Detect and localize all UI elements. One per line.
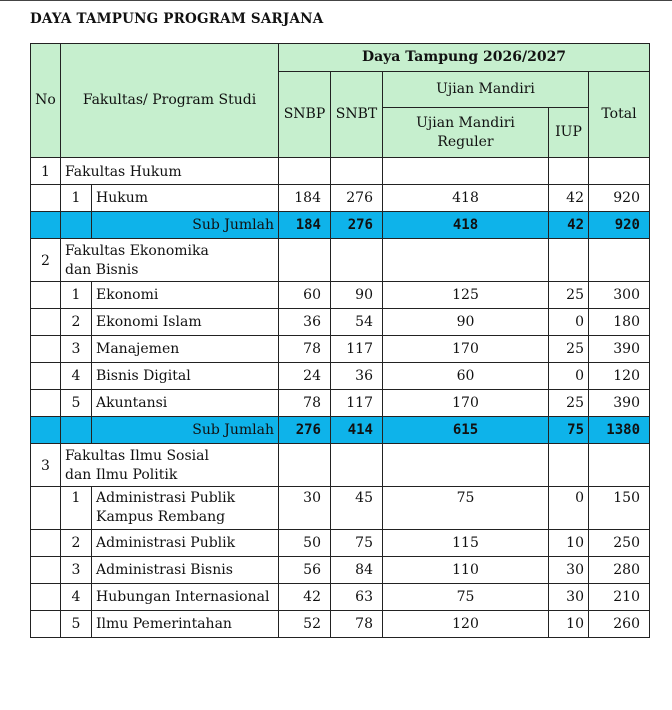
empty-cell [589, 158, 650, 185]
value-iup: 10 [549, 611, 589, 638]
value-umr: 170 [383, 336, 549, 363]
capacity-table [30, 43, 650, 638]
value-iup: 0 [549, 363, 589, 390]
program-no: 1 [61, 185, 92, 212]
subtotal-umr: 615 [383, 417, 549, 444]
value-snbt: 90 [331, 282, 383, 309]
value-umr: 75 [383, 584, 549, 611]
program-row [31, 611, 650, 638]
program-no: 5 [61, 611, 92, 638]
program-row [31, 584, 650, 611]
program-row [31, 363, 650, 390]
value-snbt: 75 [331, 530, 383, 557]
empty-cell [31, 282, 61, 309]
value-snbp: 78 [279, 390, 331, 417]
empty-cell [31, 417, 61, 444]
value-snbt: 117 [331, 390, 383, 417]
header-um-reguler: Ujian Mandiri Reguler [383, 108, 549, 158]
empty-cell [31, 212, 61, 239]
value-umr: 125 [383, 282, 549, 309]
value-snbt: 63 [331, 584, 383, 611]
header-iup: IUP [549, 108, 589, 158]
value-umr: 75 [383, 487, 549, 530]
value-umr: 170 [383, 390, 549, 417]
subtotal-snbt: 414 [331, 417, 383, 444]
empty-cell [549, 158, 589, 185]
program-no: 4 [61, 584, 92, 611]
empty-cell [331, 158, 383, 185]
value-total: 390 [589, 336, 650, 363]
subtotal-row [31, 417, 650, 444]
empty-cell [31, 185, 61, 212]
value-umr: 110 [383, 557, 549, 584]
program-row [31, 530, 650, 557]
program-row [31, 390, 650, 417]
value-total: 180 [589, 309, 650, 336]
subtotal-total: 1380 [589, 417, 650, 444]
value-snbp: 24 [279, 363, 331, 390]
value-iup: 25 [549, 336, 589, 363]
faculty-name: Fakultas Ilmu Sosial dan Ilmu Politik [61, 444, 279, 487]
subtotal-total: 920 [589, 212, 650, 239]
value-umr: 115 [383, 530, 549, 557]
value-snbt: 78 [331, 611, 383, 638]
program-name: Akuntansi [92, 390, 279, 417]
value-umr: 120 [383, 611, 549, 638]
program-row [31, 185, 650, 212]
value-iup: 30 [549, 557, 589, 584]
value-umr: 418 [383, 185, 549, 212]
faculty-name: Fakultas Ekonomika dan Bisnis [61, 239, 279, 282]
empty-cell [589, 444, 650, 487]
value-total: 390 [589, 390, 650, 417]
value-iup: 10 [549, 530, 589, 557]
empty-cell [31, 363, 61, 390]
value-iup: 42 [549, 185, 589, 212]
header-ujian-mandiri: Ujian Mandiri [383, 72, 589, 108]
header-period: Daya Tampung 2026/2027 [279, 44, 650, 72]
program-no: 1 [61, 487, 92, 530]
value-total: 250 [589, 530, 650, 557]
value-total: 920 [589, 185, 650, 212]
subtotal-umr: 418 [383, 212, 549, 239]
value-snbp: 52 [279, 611, 331, 638]
subtotal-iup: 75 [549, 417, 589, 444]
program-row [31, 336, 650, 363]
faculty-no: 1 [31, 158, 61, 185]
faculty-row [31, 444, 650, 487]
empty-cell [383, 158, 549, 185]
program-row [31, 557, 650, 584]
program-row [31, 487, 650, 530]
empty-cell [549, 239, 589, 282]
value-snbp: 60 [279, 282, 331, 309]
value-snbt: 54 [331, 309, 383, 336]
program-name: Hubungan Internasional [92, 584, 279, 611]
value-total: 260 [589, 611, 650, 638]
program-name: Administrasi Publik Kampus Rembang [92, 487, 279, 530]
header-faculty: Fakultas/ Program Studi [61, 44, 279, 158]
value-snbp: 56 [279, 557, 331, 584]
value-snbt: 45 [331, 487, 383, 530]
program-no: 3 [61, 557, 92, 584]
value-total: 150 [589, 487, 650, 530]
subtotal-snbt: 276 [331, 212, 383, 239]
empty-cell [31, 336, 61, 363]
empty-cell [31, 390, 61, 417]
empty-cell [383, 239, 549, 282]
faculty-name: Fakultas Hukum [61, 158, 279, 185]
value-total: 300 [589, 282, 650, 309]
subtotal-row [31, 212, 650, 239]
program-name: Hukum [92, 185, 279, 212]
subtotal-label: Sub Jumlah [92, 212, 279, 239]
value-iup: 25 [549, 282, 589, 309]
program-no: 4 [61, 363, 92, 390]
header-snbp: SNBP [279, 72, 331, 158]
empty-cell [279, 444, 331, 487]
header-total: Total [589, 72, 650, 158]
program-name: Ekonomi Islam [92, 309, 279, 336]
empty-cell [31, 309, 61, 336]
empty-cell [31, 611, 61, 638]
value-umr: 60 [383, 363, 549, 390]
value-snbp: 30 [279, 487, 331, 530]
value-total: 210 [589, 584, 650, 611]
program-no: 2 [61, 530, 92, 557]
empty-cell [331, 444, 383, 487]
program-name: Administrasi Bisnis [92, 557, 279, 584]
subtotal-snbp: 184 [279, 212, 331, 239]
program-name: Ekonomi [92, 282, 279, 309]
top-border-line [0, 0, 672, 1]
empty-cell [31, 557, 61, 584]
faculty-row [31, 158, 650, 185]
value-snbt: 276 [331, 185, 383, 212]
value-snbp: 50 [279, 530, 331, 557]
program-no: 2 [61, 309, 92, 336]
subtotal-label: Sub Jumlah [92, 417, 279, 444]
program-name: Ilmu Pemerintahan [92, 611, 279, 638]
program-no: 5 [61, 390, 92, 417]
value-snbp: 184 [279, 185, 331, 212]
value-iup: 30 [549, 584, 589, 611]
subtotal-iup: 42 [549, 212, 589, 239]
document-title: DAYA TAMPUNG PROGRAM SARJANA [30, 11, 324, 27]
value-iup: 0 [549, 487, 589, 530]
value-iup: 0 [549, 309, 589, 336]
faculty-no: 2 [31, 239, 61, 282]
value-total: 120 [589, 363, 650, 390]
value-snbt: 117 [331, 336, 383, 363]
program-row [31, 282, 650, 309]
empty-cell [279, 158, 331, 185]
empty-cell [331, 239, 383, 282]
faculty-row [31, 239, 650, 282]
value-umr: 90 [383, 309, 549, 336]
value-snbp: 42 [279, 584, 331, 611]
value-snbp: 36 [279, 309, 331, 336]
empty-cell [31, 487, 61, 530]
program-name: Bisnis Digital [92, 363, 279, 390]
value-snbt: 84 [331, 557, 383, 584]
empty-cell [589, 239, 650, 282]
empty-cell [61, 417, 92, 444]
header-no: No [31, 44, 61, 158]
value-iup: 25 [549, 390, 589, 417]
empty-cell [549, 444, 589, 487]
program-no: 3 [61, 336, 92, 363]
program-name: Manajemen [92, 336, 279, 363]
empty-cell [383, 444, 549, 487]
value-snbp: 78 [279, 336, 331, 363]
faculty-no: 3 [31, 444, 61, 487]
header-snbt: SNBT [331, 72, 383, 158]
empty-cell [279, 239, 331, 282]
program-no: 1 [61, 282, 92, 309]
empty-cell [31, 530, 61, 557]
empty-cell [61, 212, 92, 239]
value-snbt: 36 [331, 363, 383, 390]
value-total: 280 [589, 557, 650, 584]
subtotal-snbp: 276 [279, 417, 331, 444]
empty-cell [31, 584, 61, 611]
program-row [31, 309, 650, 336]
program-name: Administrasi Publik [92, 530, 279, 557]
